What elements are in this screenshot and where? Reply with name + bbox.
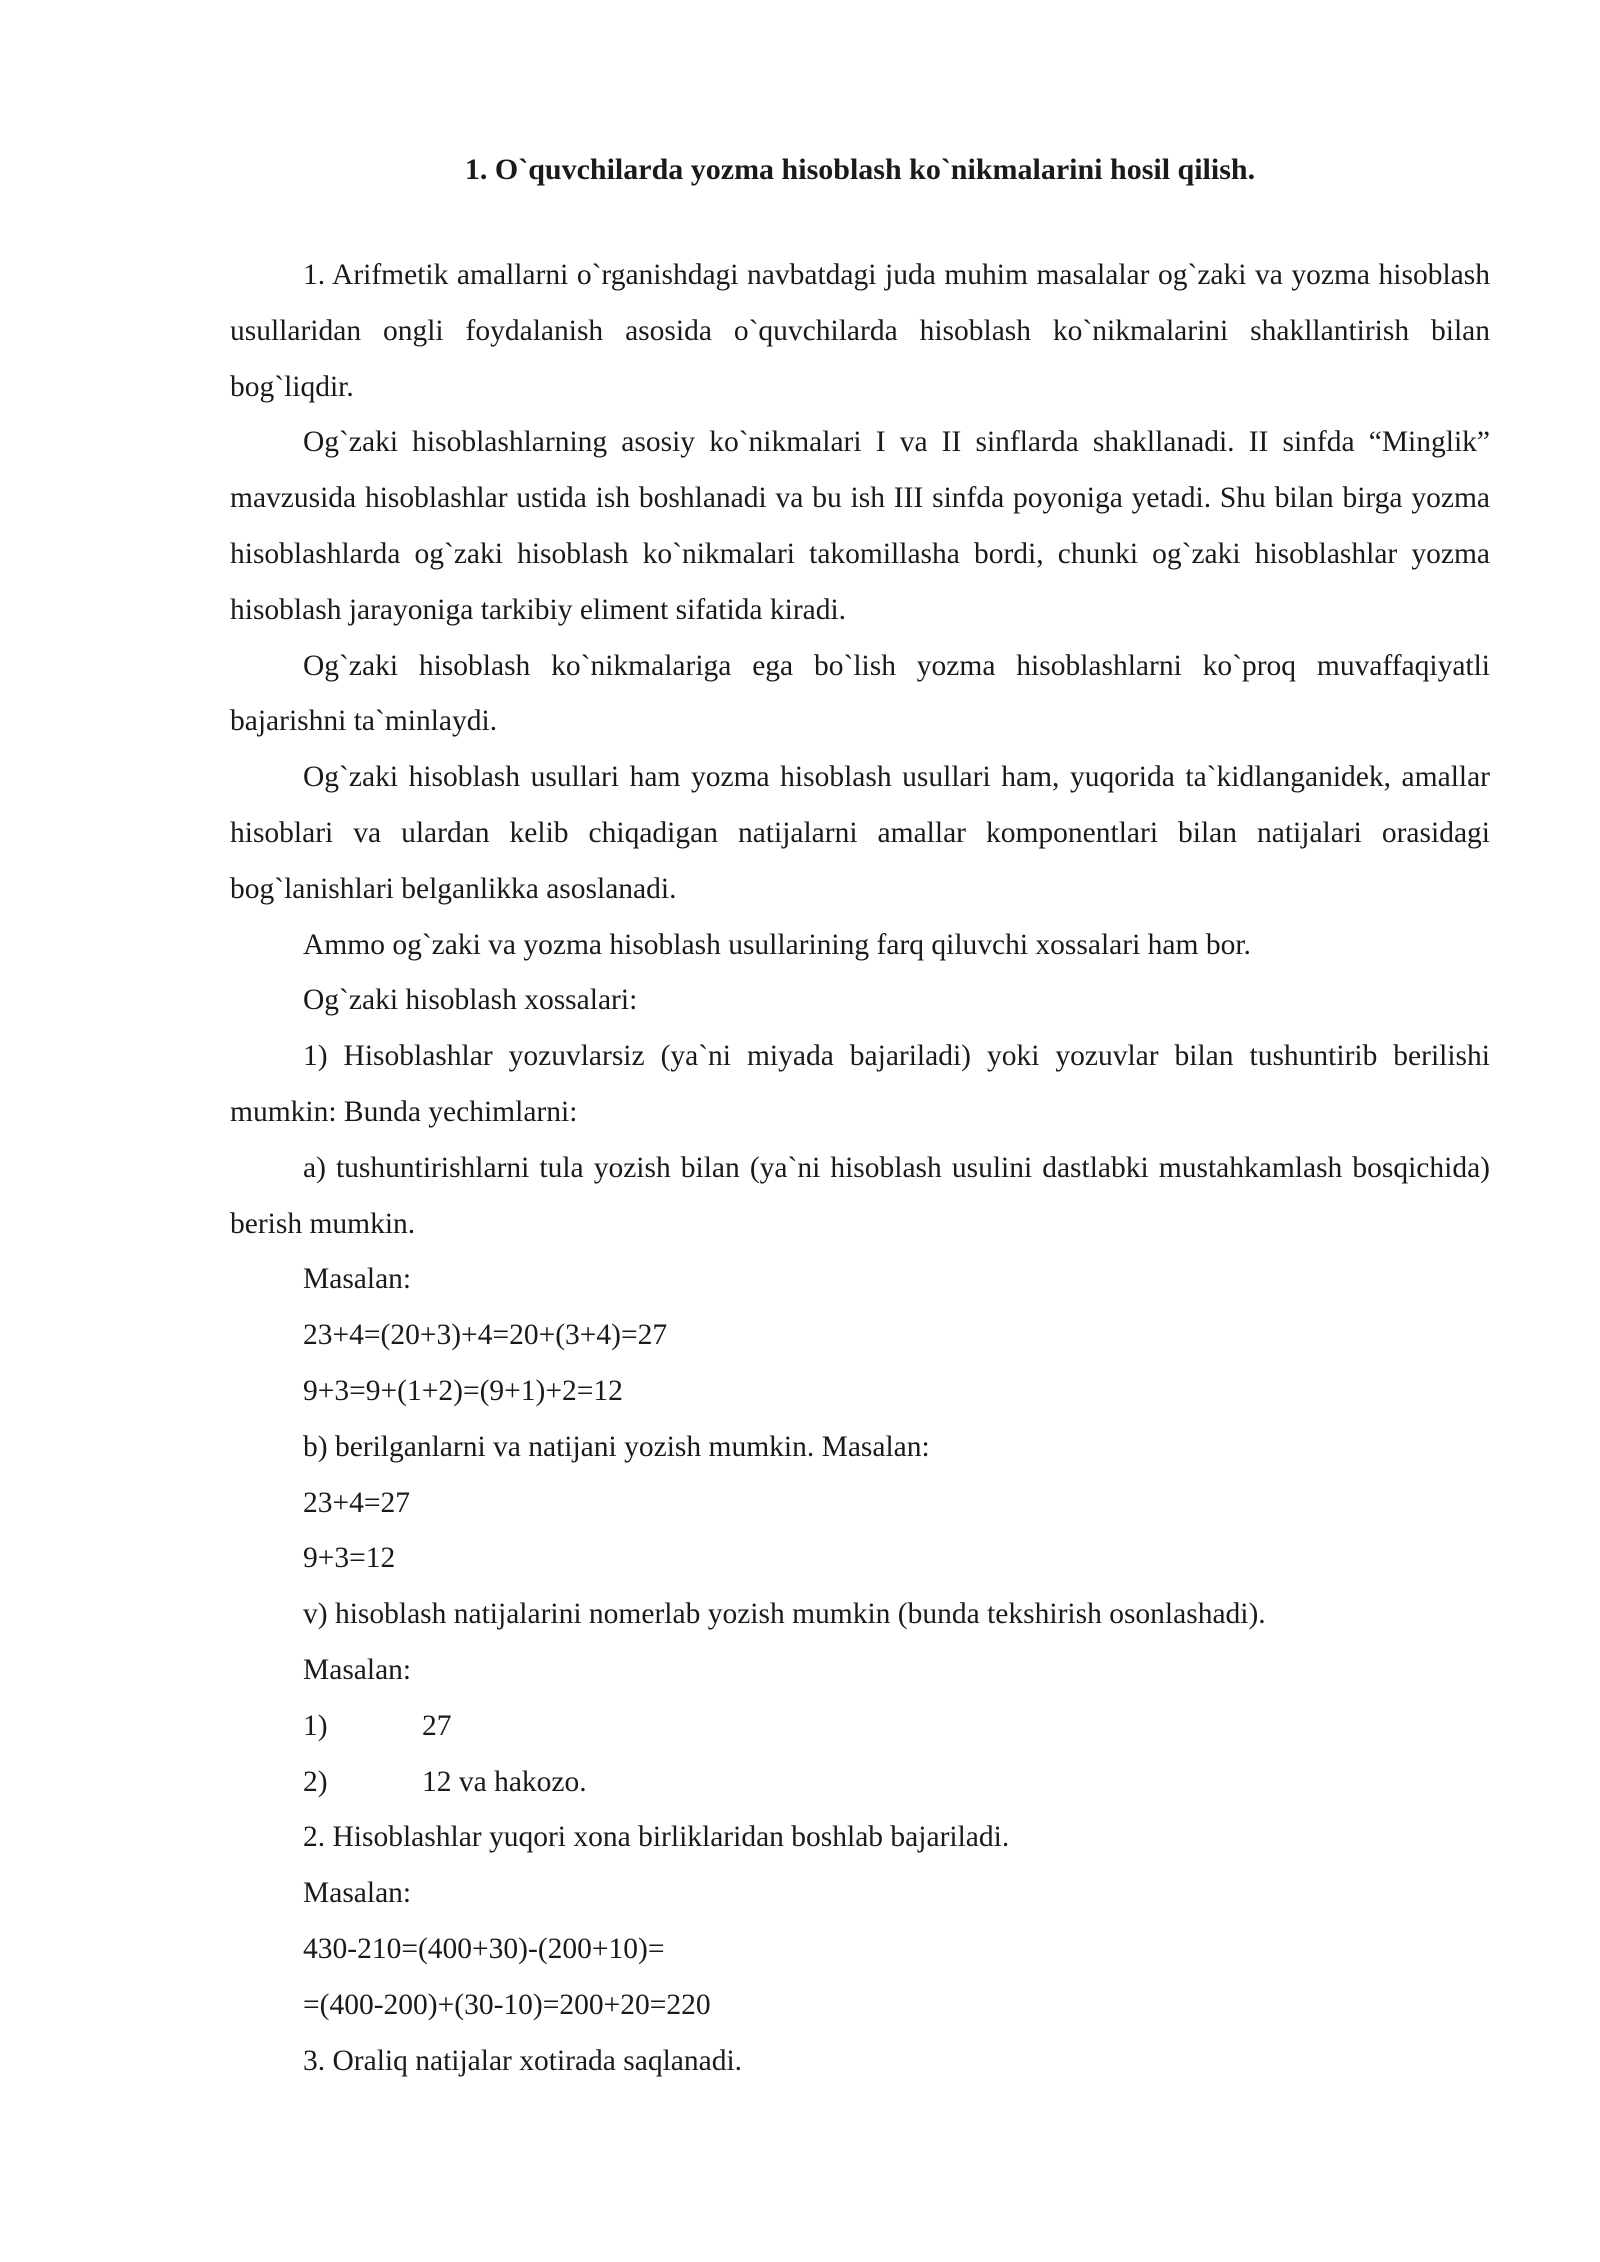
item-text: 12 va hakozo. [422, 1765, 587, 1798]
text-line: Masalan: [303, 1263, 412, 1296]
formula-line: 23+4=(20+3)+4=20+(3+4)=27 [303, 1319, 668, 1352]
formula-line: 9+3=12 [303, 1542, 396, 1575]
formula-line: 9+3=9+(1+2)=(9+1)+2=12 [303, 1374, 623, 1407]
paragraph: 1) Hisoblashlar yozuvlarsiz (ya`ni miyada bajariladi) yoki yozuvlar bilan tushuntirib berilishi mumkin: Bunda yechimlarni: [230, 1040, 1490, 1128]
text-line: 3. Oraliq natijalar xotirada saqlanadi. [303, 2044, 743, 2077]
paragraph: Og`zaki hisoblash ko`nikmalariga ega bo`lish yozma hisoblashlarni ko`proq muvaffaqiyatli bajarishni ta`minlaydi. [230, 649, 1490, 738]
paragraph: Ammo og`zaki va yozma hisoblash usullarining farq qiluvchi xossalari ham bor. [303, 928, 1251, 961]
text-line: Masalan: [303, 1877, 412, 1910]
document-page [230, 150, 1490, 2089]
text-line: Masalan: [303, 1653, 412, 1686]
formula-line: =(400-200)+(30-10)=200+20=220 [303, 1988, 711, 2021]
text-line: 2. Hisoblashlar yuqori xona birliklaridan boshlab bajariladi. [303, 1821, 1010, 1854]
numbered-item [230, 1699, 1490, 1755]
paragraph: 1. Arifmetik amallarni o`rganishdagi navbatdagi juda muhim masalalar og`zaki va yozma hisoblash usullaridan ongli foydalanish asosida o`quvchilarda hisoblash ko`nikmalarini shakllantirish bilan bog`liqdir. [230, 259, 1490, 403]
item-number: 1) [303, 1709, 328, 1742]
document-title: 1. O`quvchilarda yozma hisoblash ko`nikmalarini hosil qilish. [464, 153, 1256, 186]
text-line: b) berilganlarni va natijani yozish mumkin. Masalan: [303, 1430, 930, 1463]
paragraph: a) tushuntirishlarni tula yozish bilan (ya`ni hisoblash usulini dastlabki mustahkamlash bosqichida) berish mumkin. [230, 1151, 1490, 1240]
item-number: 2) [303, 1765, 328, 1798]
formula-line: 23+4=27 [303, 1486, 411, 1519]
paragraph: Og`zaki hisoblashlarning asosiy ko`nikmalari I va II sinflarda shakllanadi. II sinfda “Minglik” mavzusida hisoblashlar ustida ish boshlanadi va bu ish III sinfda poyoniga yetadi. Shu bilan birga yozma hisoblashlarda og`zaki hisoblash ko`nikmalari takomillasha bordi, chunki og`zaki hisoblashlar yozma hisoblash jarayoniga tarkibiy eliment sifatida kiradi. [230, 426, 1490, 626]
item-text: 27 [422, 1709, 452, 1742]
text-line: v) hisoblash natijalarini nomerlab yozish mumkin (bunda tekshirish osonlashadi). [303, 1598, 1266, 1631]
numbered-item [230, 1755, 1490, 1811]
paragraph: Og`zaki hisoblash xossalari: [303, 984, 638, 1017]
paragraph: Og`zaki hisoblash usullari ham yozma hisoblash usullari ham, yuqorida ta`kidlanganidek, amallar hisoblari va ulardan kelib chiqadigan natijalarni amallar komponentlari bilan natijalari orasidagi bog`lanishlari belganlikka asoslanadi. [230, 761, 1490, 905]
formula-line: 430-210=(400+30)-(200+10)= [303, 1932, 665, 1965]
